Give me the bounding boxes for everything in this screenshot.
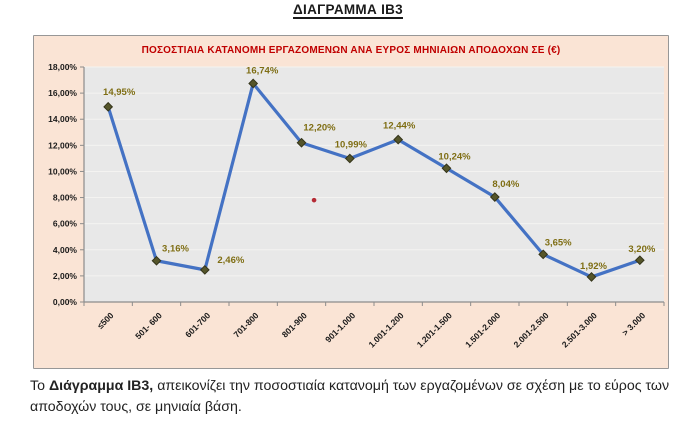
x-tick-label: 701-800 xyxy=(231,310,261,340)
data-label: 12,20% xyxy=(303,122,336,134)
y-tick-label: 4,00% xyxy=(52,244,77,255)
x-tick-label: > 3.000 xyxy=(619,310,648,338)
x-tick-label: 1.201-1.500 xyxy=(414,310,454,350)
data-label: 1,92% xyxy=(580,260,607,272)
y-tick-label: 8,00% xyxy=(52,192,77,203)
y-tick-label: 18,00% xyxy=(48,62,77,72)
x-tick-label: ≤500 xyxy=(95,310,116,331)
x-tick-label: 501- 600 xyxy=(133,310,164,342)
x-tick-label: 1.001-1.200 xyxy=(366,310,406,350)
x-tick-label: 801-900 xyxy=(279,310,309,340)
line-chart xyxy=(34,36,667,367)
x-tick-label: 901-1.000 xyxy=(323,310,358,345)
y-tick-label: 12,00% xyxy=(48,140,77,151)
caption-bold: Διάγραμμα ΙΒ3, xyxy=(48,378,154,394)
y-tick-label: 2,00% xyxy=(52,270,77,281)
data-label: 14,95% xyxy=(103,86,136,98)
caption-prefix: Το xyxy=(30,378,49,394)
y-tick-label: 6,00% xyxy=(52,218,77,229)
page-title: ΔΙΑΓΡΑΜΜΑ ΙΒ3 xyxy=(293,2,403,17)
data-label: 3,65% xyxy=(544,237,572,249)
plot-area xyxy=(84,67,664,302)
chart-title: ΠΟΣΟΣΤΙΑΙΑ ΚΑΤΑΝΟΜΗ ΕΡΓΑΖΟΜΕΝΩΝ ΑΝΑ ΕΥΡΟΣ ΜΗΝΙΑΙΩΝ ΑΠΟΔΟΧΩΝ ΣΕ (€) xyxy=(141,45,561,56)
data-label: 2,46% xyxy=(217,254,245,266)
data-label: 12,44% xyxy=(383,120,416,132)
y-tick-label: 10,00% xyxy=(48,166,77,177)
chart-container xyxy=(33,35,669,369)
x-tick-label: 1.501-2.000 xyxy=(463,310,503,350)
data-label: 10,24% xyxy=(438,151,471,163)
x-tick-label: 2.501-3.000 xyxy=(559,310,599,350)
x-tick-label: 2.001-2.500 xyxy=(511,310,551,350)
data-label: 3,16% xyxy=(162,243,189,255)
data-label: 16,74% xyxy=(246,65,279,77)
data-label: 10,99% xyxy=(334,139,367,151)
data-label: 8,04% xyxy=(492,179,520,191)
y-tick-label: 14,00% xyxy=(48,114,77,125)
x-tick-label: 601-700 xyxy=(183,310,213,340)
caption xyxy=(30,376,686,418)
y-tick-label: 0,00% xyxy=(52,297,77,307)
y-tick-label: 16,00% xyxy=(48,88,77,99)
caption-rest: απεικονίζει την ποσοστιαία κατανομή των εργαζομένων σε σχέση με το εύρος των αποδοχών τους, σε μηνιαία βάση. xyxy=(30,378,670,416)
red-dot-annotation xyxy=(312,198,317,203)
data-label: 3,20% xyxy=(628,244,656,256)
